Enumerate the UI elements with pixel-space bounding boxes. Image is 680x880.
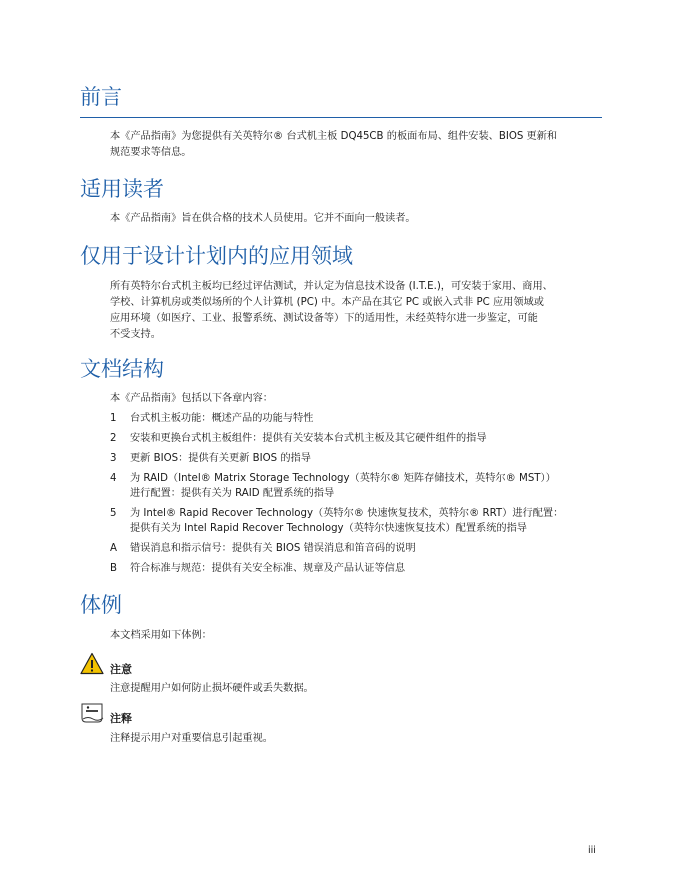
list-item-number: 1 [110,413,117,424]
list-item-number: 3 [110,453,117,464]
page-number: iii [588,845,596,856]
note-paper-icon [80,701,106,725]
preface-body-line-2: 规范要求等信息。 [110,147,192,158]
intended-use-line-2: 学校、计算机房或类似场所的个人计算机 (PC) 中。本产品在其它 PC 或嵌入式非 PC 应用领域或 [110,297,544,308]
heading-audience: 适用读者 [80,177,164,201]
list-item-text: 为 Intel® Rapid Recover Technology（英特尔® 快速恢复技术，英特尔® RRT）进行配置： [130,508,564,519]
caution-body: 注意提醒用户如何防止损坏硬件或丢失数据。 [110,683,314,694]
note-title: 注释 [110,712,132,725]
list-item-number: 2 [110,433,117,444]
list-item-text: 错误消息和指示信号：提供有关 BIOS 错误消息和笛音码的说明 [130,543,416,554]
note-body: 注释提示用户对重要信息引起重视。 [110,733,273,744]
list-item-number: A [110,543,117,554]
list-item-text: 台式机主板功能：概述产品的功能与特性 [130,413,314,424]
intended-use-line-1: 所有英特尔台式机主板均已经过评估测试，并认定为信息技术设备 (I.T.E.)，可安装于家用、商用、 [110,281,553,292]
warning-triangle-icon [80,652,104,676]
conventions-intro: 本文档采用如下体例： [110,630,212,641]
list-item-number: 4 [110,473,117,484]
list-item-text-continued: 提供有关为 Intel Rapid Recover Technology（英特尔快速恢复技术）配置系统的指导 [130,523,527,534]
list-item-number: 5 [110,508,117,519]
list-item-text: 更新 BIOS：提供有关更新 BIOS 的指导 [130,453,311,464]
heading-preface: 前言 [80,85,122,109]
audience-body: 本《产品指南》旨在供合格的技术人员使用。它并不面向一般读者。 [110,213,416,224]
preface-body-line-1: 本《产品指南》为您提供有关英特尔® 台式机主板 DQ45CB 的板面布局、组件安装、BIOS 更新和 [110,131,558,142]
list-item-text: 安装和更换台式机主板组件：提供有关安装本台式机主板及其它硬件组件的指导 [130,433,487,444]
caution-title: 注意 [110,663,132,676]
list-item-text-continued: 进行配置：提供有关为 RAID 配置系统的指导 [130,488,335,499]
heading-intended-use: 仅用于设计计划内的应用领域 [80,244,353,268]
intended-use-line-4: 不受支持。 [110,329,161,340]
heading-structure: 文档结构 [80,357,164,381]
list-item-text: 为 RAID（Intel® Matrix Storage Technology（英特尔® 矩阵存储技术，英特尔® MST）） [130,473,556,484]
list-item-number: B [110,563,117,574]
list-item-text: 符合标准与规范：提供有关安全标准、规章及产品认证等信息 [130,563,406,574]
structure-intro: 本《产品指南》包括以下各章内容： [110,393,273,404]
intended-use-line-3: 应用环境（如医疗、工业、报警系统、测试设备等）下的适用性，未经英特尔进一步鉴定，可能 [110,313,538,324]
heading-rule [80,117,602,118]
heading-conventions: 体例 [80,593,122,617]
